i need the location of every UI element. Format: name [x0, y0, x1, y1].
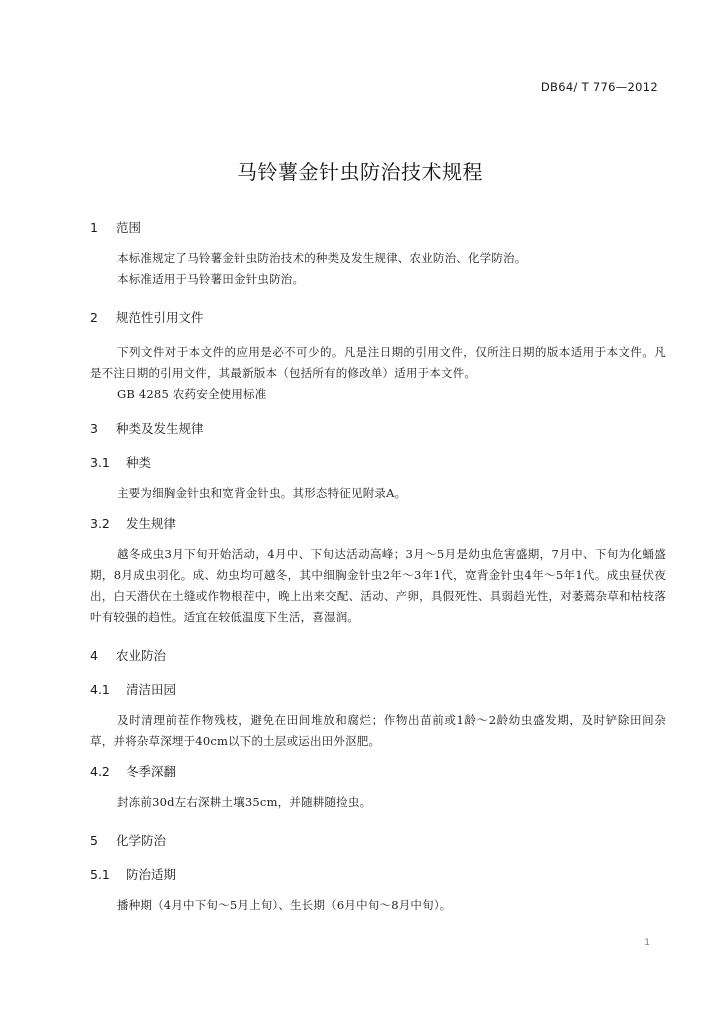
subsection-number: 4.2	[90, 764, 110, 779]
paragraph: 本标准规定了马铃薯金针虫防治技术的种类及发生规律、农业防治、化学防治。	[117, 251, 527, 265]
section-title: 种类及发生规律	[116, 421, 204, 436]
subsection-title: 冬季深翻	[126, 764, 177, 779]
document-body	[90, 218, 666, 916]
page-number: 1	[644, 938, 650, 948]
subsection-title: 清洁田园	[126, 682, 177, 697]
subsection-number: 3.1	[90, 455, 110, 470]
section-number: 5	[90, 833, 98, 848]
section-number: 3	[90, 421, 98, 436]
section-heading-normative-references	[90, 308, 666, 328]
paragraph: 主要为细胸金针虫和宽背金针虫。其形态特征见附录A。	[117, 486, 407, 500]
subsection-number: 3.2	[90, 516, 110, 531]
paragraph: 本标准适用于马铃薯田金针虫防治。	[117, 272, 305, 286]
document-title: 马铃薯金针虫防治技术规程	[237, 160, 483, 184]
paragraph: 越冬成虫3月下旬开始活动，4月中、下旬达活动高峰；3月～5月是幼虫危害盛期，7月中、下旬为化蛹盛期，8月成虫羽化。成、幼虫均可越冬，其中细胸金针虫2年～3年1代，宽背金针虫4年～5年1代。成虫昼伏夜出，白天潜伏在土缝或作物根茬中，晚上出来交配、活动、产卵，具假死性、具弱趋光性，对萎蔫杂草和枯枝落叶有较强的趋性。适宜在较低温度下生活，喜湿润。	[90, 547, 666, 624]
section-number: 4	[90, 648, 98, 663]
section-title: 规范性引用文件	[116, 310, 204, 325]
section-title: 范围	[116, 220, 142, 235]
section-heading-scope	[90, 218, 666, 238]
subsection-title: 防治适期	[126, 867, 177, 882]
subsection-heading-winter-ploughing	[90, 762, 666, 782]
subsection-number: 5.1	[90, 867, 110, 882]
subsection-number: 4.1	[90, 682, 110, 697]
paragraph: 播种期（4月中下旬～5月上旬）、生长期（6月中旬～8月中旬）。	[117, 898, 452, 912]
section-number: 1	[90, 220, 98, 235]
subsection-heading-species	[90, 453, 666, 473]
subsection-title: 发生规律	[126, 516, 177, 531]
standard-code: DB64/ T 776—2012	[540, 80, 658, 94]
paragraph: 下列文件对于本文件的应用是必不可少的。凡是注日期的引用文件，仅所注日期的版本适用于本文件。凡是不注日期的引用文件，其最新版本（包括所有的修改单）适用于本文件。	[90, 345, 666, 380]
section-number: 2	[90, 310, 98, 325]
subsection-heading-occurrence-pattern	[90, 514, 666, 534]
subsection-title: 种类	[126, 455, 152, 470]
section-title: 农业防治	[116, 648, 167, 663]
subsection-heading-control-period	[90, 865, 666, 885]
paragraph: GB 4285 农药安全使用标准	[117, 387, 267, 401]
subsection-heading-field-cleaning	[90, 680, 666, 700]
paragraph: 封冻前30d左右深耕土壤35cm，并随耕随捡虫。	[117, 795, 372, 809]
section-title: 化学防治	[116, 833, 167, 848]
paragraph: 及时清理前茬作物残枝，避免在田间堆放和腐烂；作物出苗前或1龄～2龄幼虫盛发期，及时铲除田间杂草，并将杂草深埋于40cm以下的土层或运出田外沤肥。	[90, 713, 666, 748]
section-heading-agricultural-control	[90, 646, 666, 666]
section-heading-chemical-control	[90, 831, 666, 851]
section-heading-species-occurrence	[90, 419, 666, 439]
